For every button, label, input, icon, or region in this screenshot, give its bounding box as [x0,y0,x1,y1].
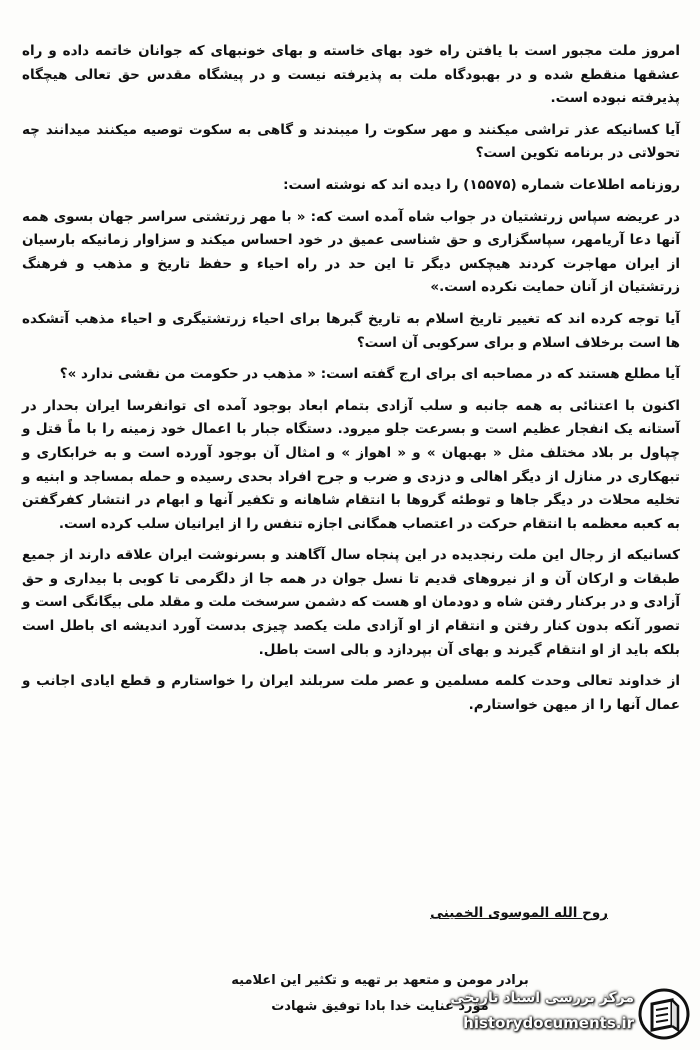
paragraph-2: آیا کسانیکه عذر تراشی میکنند و مهر سکوت را میبندند و گاهی به سکوت توصیه میکنند میدانند چه تحولاتی در برنامه تکوین است؟ [22,121,680,162]
paragraph-3: روزنامه اطلاعات شماره (۱۵۵۷۵) را دیده اند که نوشته است: [283,176,680,193]
paragraph-1: امروز ملت مجبور است با یافتن راه خود بهای خاسته و بهای خونبهای که جوانان خاتمه داده و راه عشقها منقطع شده و در بهبودگاه ملت به پذیرفته نیست و در پیشگاه مقدس حق تعالی هیچگاه پذیرفته نبوده است. [22,43,680,107]
archive-watermark [438,988,690,1044]
paragraph-7: اکنون با اعتنائی به همه جانبه و سلب آزادی بتمام ابعاد بوجود آمده ای توانفرسا ایران بحدار در آستانه یک انفجار عظیم است و بسرعت جلو میرود. دستگاه جبار با اعمال خود زمینه را با ماً قتل و چپاول بر بلاد مختلف مثل « بهبهان » و « اهواز » و امثال آن بوجود آورده است و به خرابکاری و تبهکاری در منازل از دیگر اهالی و دزدی و ضرب و جرح افراد بحدی رسیده و حمله بمساجد و ابنیه و تخلیه محلات در دیگر جاها و توطئه گروها با انتقام شاهانه و تکفیر آنها و ابهام در انتشار کفرگفتن به کعبه معظمه با انتقام حرکت در اعتصاب همگانی اجازه تنفس را از ایرانیان سلب کرده است. [22,397,680,532]
archive-logo-icon [638,988,690,1040]
closing-line-1: برادر مومن و متعهد بر تهیه و تکثیر این اعلامیه [231,973,529,988]
paragraph-5: آیا توجه کرده اند که تغییر تاریخ اسلام به تاریخ گبرها برای احیاء زرتشتیگری و احیاء مذهب آتشکده ها است برخلاف اسلام و برای سرکوبی آن است؟ [22,310,680,351]
watermark-url: historydocuments.ir [463,1014,634,1032]
closing-line-2: مورد عنایت خدا بادا توفیق شهادت [271,999,489,1014]
letter-body [22,40,680,725]
paragraph-9: از خداوند تعالی وحدت کلمه مسلمین و عصر ملت سربلند ایران را خواستارم و قطع ایادی اجانب و عمال آنها را از میهن خواستارم. [22,673,680,713]
paragraph-8: کسانیکه از رجال این ملت رنجدیده در این پنجاه سال آگاهند و بسرنوشت ایران علاقه دارند از جمیع طبقات و ارکان آن و از نیروهای قدیم تا نسل جوان در همه جا از دلگرمی تا کوبی با بیداری و حق آزادی و در برکنار رفتن شاه و دودمان او هست که دشمن سرسخت ملت و مقلد ملی بیگانگی است و تصور آنکه بدون کنار رفتن و انتقام از او آزادی ملت یکصد چیزی بدست آورد اندیشه ای باطل است بلکه باید از او انتقام گیرند و بهای آن بپردازد و بالی است باطل. [22,547,680,658]
paragraph-4: در عریضه سپاس زرتشتیان در جواب شاه آمده است که: « با مهر زرتشتی سراسر جهان بسوی همه آنها دعا آریامهر، سپاسگزاری و حق شناسی عمیق در خود احساس میکند و سزاوار زمانیکه بارسیان از ایران مهاجرت کردند هیچکس دیگر تا این حد در راه احیاء و حفظ تاریخ و مذهب و فرهنگ زرتشتیان از آنان حمایت نکرده است.» [22,208,680,296]
signature: روح الله الموسوی الخمینی [430,905,608,921]
paragraph-6: آیا مطلع هستند که در مصاحبه ای برای ارج گفته است: « مذهب در حکومت من نقشی ندارد »؟ [59,366,680,383]
watermark-title: مرکز بررسی اسناد تاریخی [450,990,634,1006]
